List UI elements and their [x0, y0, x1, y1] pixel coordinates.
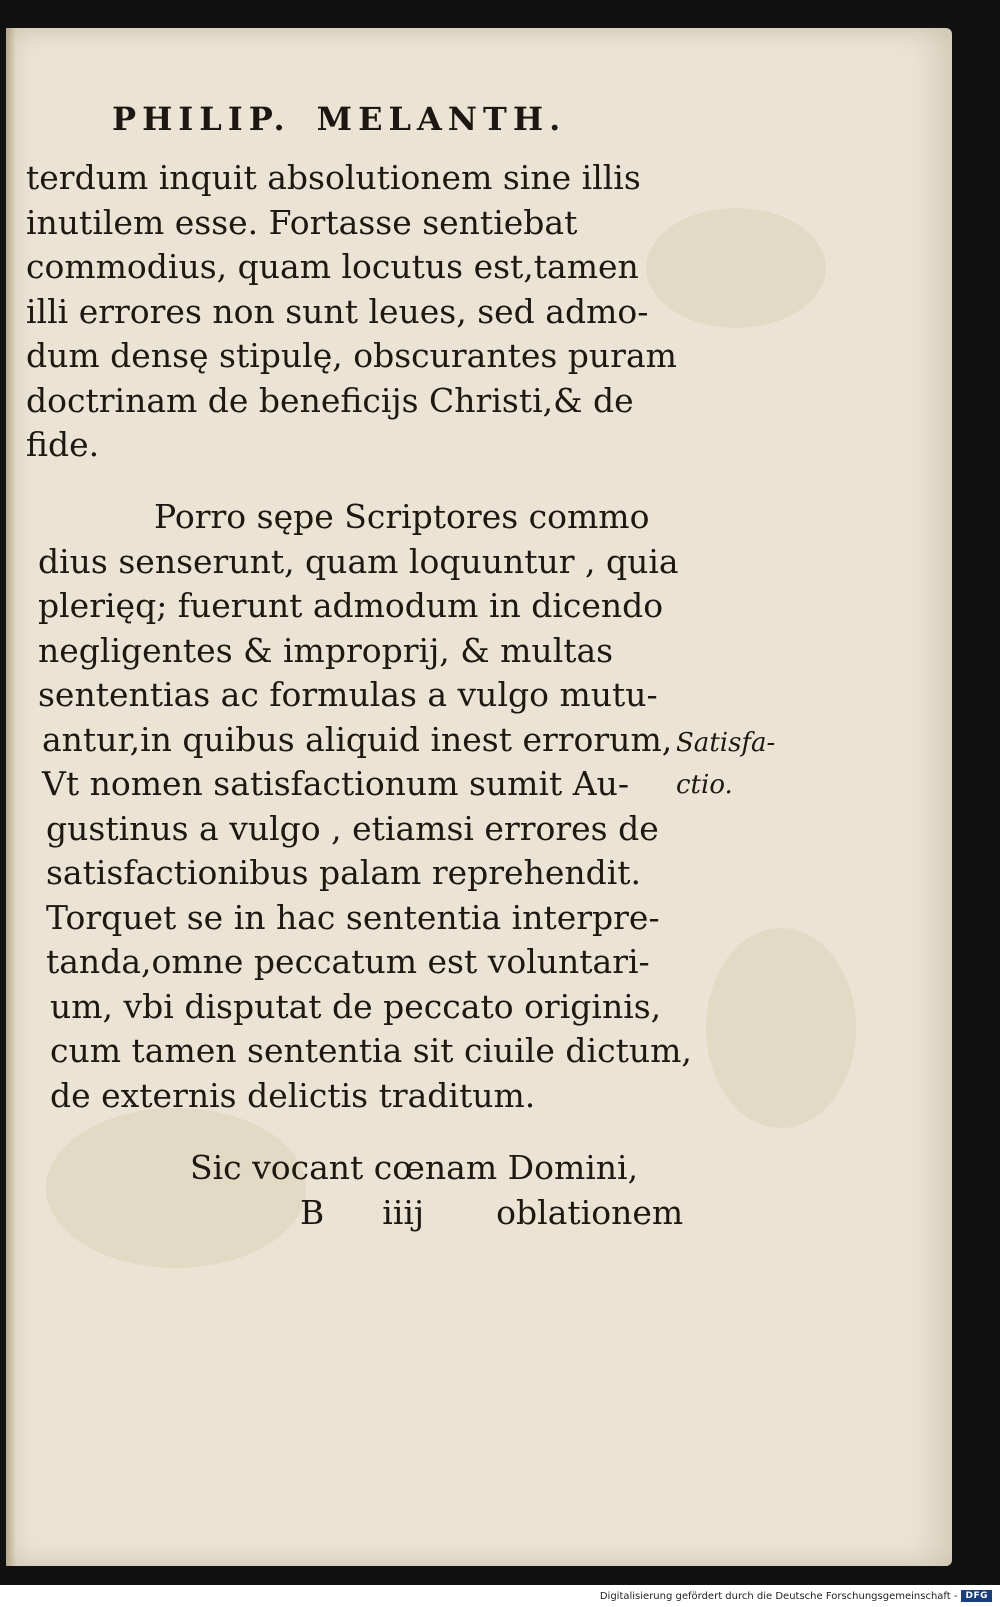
paragraph-2 [38, 495, 692, 1118]
text-line: illi errores non sunt leues, sed admo- [26, 291, 649, 331]
text-line: tanda,omne peccatum est voluntari- [46, 942, 650, 981]
text-line: dius senserunt, quam loquuntur , quia [38, 541, 679, 581]
text-line: Vt nomen satisfactionum sumit Au- [42, 764, 629, 803]
text-line: de externis delictis traditum. [50, 1075, 536, 1115]
text-line: Torquet se in hac sententia interpre- [46, 897, 660, 937]
text-line: gustinus a vulgo , etiamsi errores de [46, 808, 659, 848]
marginal-note [676, 722, 775, 806]
text-line: antur,in quibus aliquid inest errorum, [42, 719, 673, 759]
paragraph-1 [26, 156, 677, 468]
text-line: terdum inquit absolutionem sine illis [26, 158, 641, 197]
text-line: satisfactionibus palam reprehendit. [46, 853, 642, 892]
digitization-credit [600, 1587, 992, 1605]
text-line: dum densę stipulę, obscurantes puram [26, 336, 677, 375]
text-line: Porro sępe Scriptores commo [154, 497, 650, 536]
text-line: cum tamen sententia sit ciuile dictum, [50, 1031, 692, 1070]
running-header [112, 100, 592, 138]
text-line: commodius, quam locutus est,tamen [26, 247, 639, 286]
catchline [190, 1191, 683, 1236]
running-header-left: PHILIP. [112, 100, 291, 138]
text-line: sententias ac formulas a vulgo mutu- [38, 675, 658, 714]
signature-mark: B [300, 1192, 325, 1232]
credit-text: Digitalisierung gefördert durch die Deutsche Forschungsgemeinschaft - [599, 1590, 958, 1602]
text-line: doctrinam de beneficijs Christi,& de [26, 380, 634, 420]
text-line: plerięq; fuerunt admodum in dicendo [38, 586, 664, 625]
marginal-note-line: Satisfa- [676, 728, 776, 758]
paper-stain [706, 928, 856, 1128]
text-line: negligentes & improprij, & multas [38, 630, 614, 670]
dfg-logo: DFG [961, 1590, 992, 1602]
running-header-right: MELANTH. [316, 100, 567, 138]
page-spine-shadow [6, 28, 16, 1566]
marginal-note-line: ctio. [676, 770, 733, 800]
signature-number: iiij [382, 1192, 425, 1232]
text-line: inutilem esse. Fortasse sentiebat [26, 202, 578, 242]
text-line: fide. [26, 425, 100, 464]
text-line: um, vbi disputat de peccato originis, [50, 986, 662, 1026]
catchword: oblationem [496, 1192, 684, 1232]
paragraph-3 [190, 1146, 683, 1235]
text-line: Sic vocant cœnam Domini, [190, 1148, 639, 1187]
